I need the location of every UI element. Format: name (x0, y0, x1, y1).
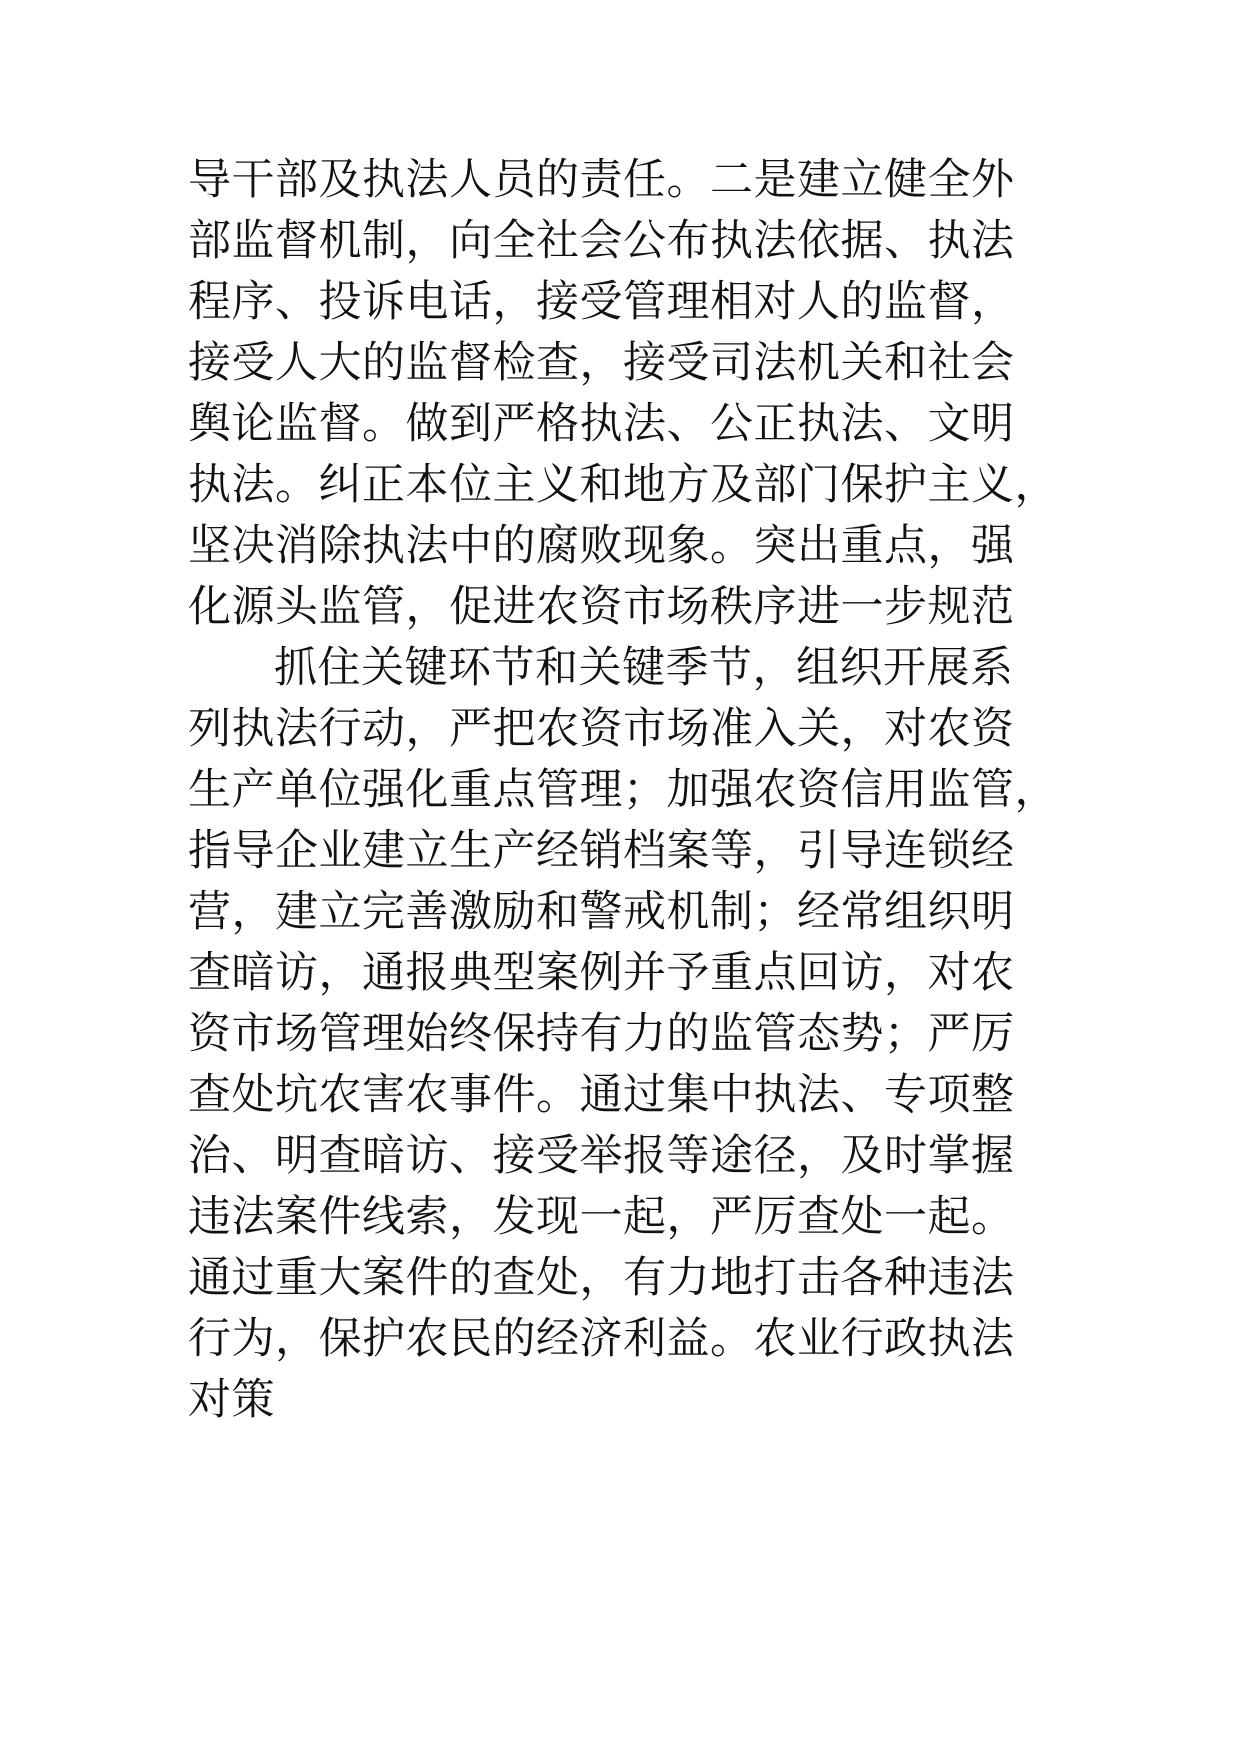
text-line: 通过重大案件的查处，有力地打击各种违法 (188, 1253, 1015, 1303)
text-line: 对策 (188, 1375, 275, 1425)
text-line: 查暗访，通报典型案例并予重点回访，对农 (188, 948, 1015, 998)
text-line: 坚决消除执法中的腐败现象。突出重点，强 (188, 521, 1015, 571)
text-line: 生产单位强化重点管理；加强农资信用监管， (188, 765, 1058, 815)
text-line: 接受人大的监督检查，接受司法机关和社会 (188, 338, 1015, 388)
body-text (188, 150, 1068, 1431)
text-line: 治、明查暗访、接受举报等途径，及时掌握 (188, 1131, 1015, 1181)
text-line: 程序、投诉电话，接受管理相对人的监督， (188, 277, 1015, 327)
text-line: 营，建立完善激励和警戒机制；经常组织明 (188, 887, 1015, 937)
text-line: 舆论监督。做到严格执法、公正执法、文明 (188, 399, 1015, 449)
text-line: 行为，保护农民的经济利益。农业行政执法 (188, 1314, 1015, 1364)
text-line: 列执法行动，严把农资市场准入关，对农资 (188, 704, 1015, 754)
text-line: 查处坑农害农事件。通过集中执法、专项整 (188, 1070, 1015, 1120)
text-line: 资市场管理始终保持有力的监管态势；严厉 (188, 1009, 1015, 1059)
text-line: 指导企业建立生产经销档案等，引导连锁经 (188, 826, 1015, 876)
paragraph-start-line: 抓住关键环节和关键季节，组织开展系 (274, 643, 1014, 693)
text-line: 执法。纠正本位主义和地方及部门保护主义， (188, 460, 1058, 510)
text-line: 部监督机制，向全社会公布执法依据、执法 (188, 216, 1015, 266)
text-line: 化源头监管，促进农资市场秩序进一步规范 (188, 582, 1015, 632)
text-line: 导干部及执法人员的责任。二是建立健全外 (188, 155, 1015, 205)
text-line: 违法案件线索，发现一起，严厉查处一起。 (188, 1192, 1015, 1242)
